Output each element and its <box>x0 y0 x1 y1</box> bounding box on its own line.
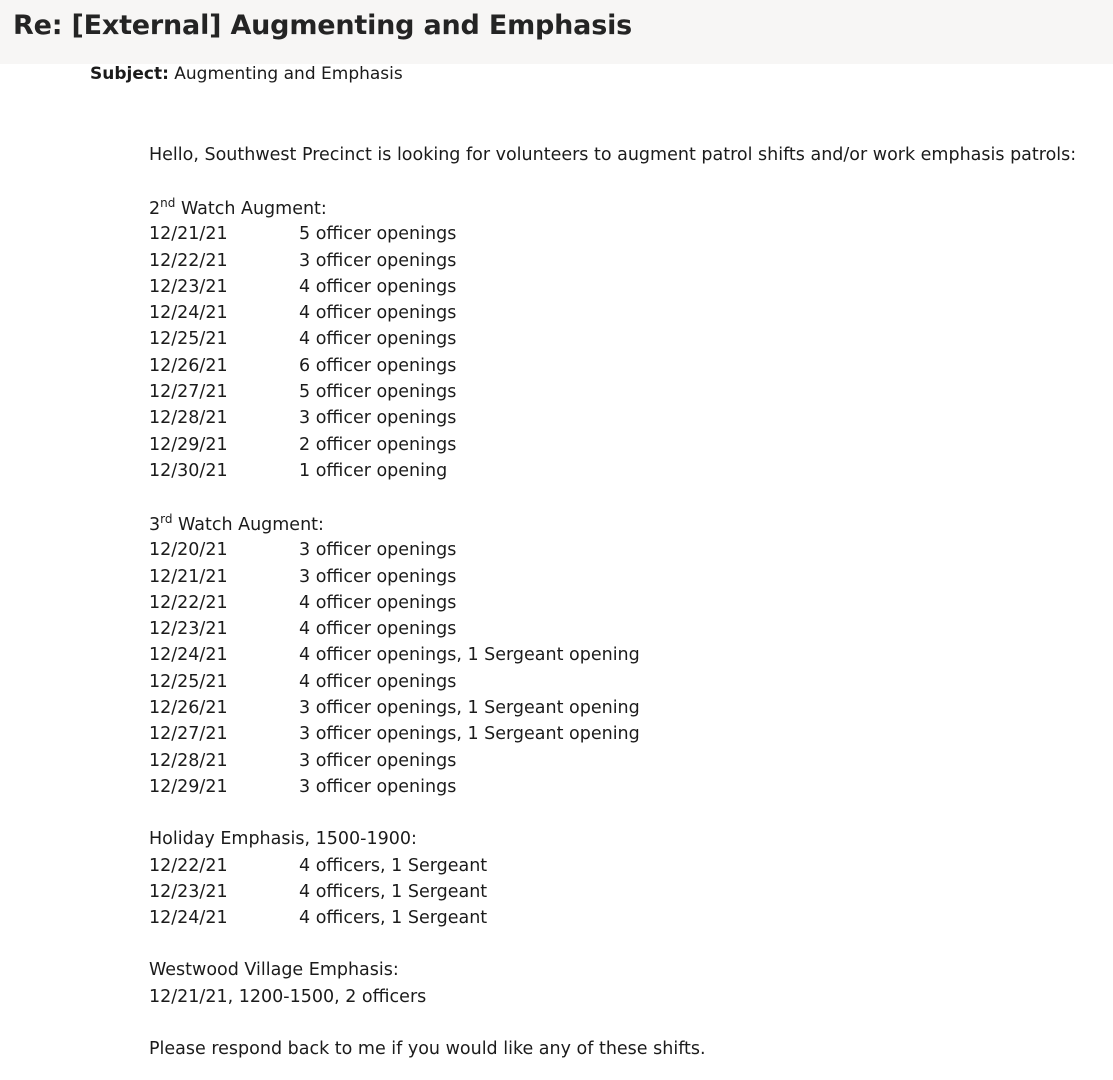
schedule-row <box>149 300 1109 326</box>
second-watch-heading <box>149 194 1109 224</box>
schedule-row <box>149 326 1109 352</box>
message-header <box>0 0 1113 64</box>
schedule-detail: 3 officer openings <box>299 540 457 561</box>
schedule-row <box>149 405 1109 431</box>
schedule-date: 12/27/21 <box>149 724 228 745</box>
schedule-detail: 3 officer openings <box>299 250 457 271</box>
schedule-detail: 4 officer openings <box>299 276 457 297</box>
schedule-date: 12/26/21 <box>149 355 228 376</box>
schedule-detail: 1 officer opening <box>299 460 448 481</box>
second-watch-section <box>149 194 1109 484</box>
schedule-row <box>149 774 1109 800</box>
schedule-date: 12/21/21 <box>149 224 228 245</box>
schedule-detail: 4 officer openings, 1 Sergeant opening <box>299 645 640 666</box>
email-body <box>149 142 1109 1062</box>
schedule-detail: 6 officer openings <box>299 355 457 376</box>
schedule-row <box>149 432 1109 458</box>
schedule-detail: 3 officer openings <box>299 408 457 429</box>
heading-ordinal-suffix: rd <box>160 512 173 527</box>
schedule-row <box>149 537 1109 563</box>
email-title: Re: [External] Augmenting and Emphasis <box>13 10 633 41</box>
schedule-row <box>149 695 1109 721</box>
schedule-row <box>149 590 1109 616</box>
schedule-row <box>149 274 1109 300</box>
schedule-detail: 2 officer openings <box>299 434 457 455</box>
third-watch-section <box>149 510 1109 800</box>
third-watch-heading <box>149 510 1109 540</box>
schedule-date: 12/28/21 <box>149 408 228 429</box>
schedule-detail: 4 officer openings <box>299 303 457 324</box>
schedule-detail: 4 officers, 1 Sergeant <box>299 908 488 929</box>
greeting: Hello, Southwest Precinct is looking for volunteers to augment patrol shifts and/or work emphasis patrols: <box>149 145 1077 165</box>
holiday-emphasis-heading: Holiday Emphasis, 1500-1900: <box>149 829 417 850</box>
heading-ordinal: 3 <box>149 515 161 536</box>
schedule-row <box>149 458 1109 484</box>
schedule-date: 12/21/21 <box>149 566 228 587</box>
schedule-row <box>149 748 1109 774</box>
schedule-detail: 5 officer openings <box>299 382 457 403</box>
subject-value: Augmenting and Emphasis <box>174 64 403 84</box>
westwood-emphasis-section <box>149 957 1109 1010</box>
schedule-date: 12/22/21 <box>149 592 228 613</box>
schedule-detail: 4 officer openings <box>299 592 457 613</box>
schedule-date: 12/24/21 <box>149 645 228 666</box>
subject-label: Subject: <box>90 64 169 84</box>
schedule-detail: 3 officer openings <box>299 566 457 587</box>
schedule-date: 12/27/21 <box>149 382 228 403</box>
schedule-row <box>149 879 1109 905</box>
schedule-date: 12/29/21 <box>149 434 228 455</box>
schedule-row <box>149 642 1109 668</box>
schedule-row <box>149 616 1109 642</box>
holiday-emphasis-section <box>149 826 1109 931</box>
heading-ordinal-suffix: nd <box>160 196 176 211</box>
schedule-detail: 5 officer openings <box>299 224 457 245</box>
schedule-detail: 3 officer openings, 1 Sergeant opening <box>299 724 640 745</box>
second-watch-list <box>149 221 1109 484</box>
schedule-detail: 4 officers, 1 Sergeant <box>299 881 488 902</box>
schedule-date: 12/25/21 <box>149 671 228 692</box>
heading-ordinal: 2 <box>149 199 161 220</box>
schedule-row <box>149 564 1109 590</box>
schedule-detail: 4 officer openings <box>299 329 457 350</box>
westwood-emphasis-line: 12/21/21, 1200-1500, 2 officers <box>149 986 427 1007</box>
closing-line: Please respond back to me if you would like any of these shifts. <box>149 1039 706 1060</box>
schedule-detail: 4 officer openings <box>299 619 457 640</box>
schedule-date: 12/29/21 <box>149 776 228 797</box>
westwood-emphasis-heading: Westwood Village Emphasis: <box>149 960 399 981</box>
holiday-emphasis-list <box>149 853 1109 932</box>
schedule-detail: 3 officer openings <box>299 750 457 771</box>
schedule-detail: 3 officer openings, 1 Sergeant opening <box>299 698 640 719</box>
schedule-date: 12/24/21 <box>149 908 228 929</box>
schedule-date: 12/26/21 <box>149 698 228 719</box>
schedule-date: 12/23/21 <box>149 276 228 297</box>
schedule-detail: 4 officer openings <box>299 671 457 692</box>
subject-line <box>90 64 403 84</box>
heading-text: Watch Augment: <box>175 199 327 220</box>
schedule-row <box>149 853 1109 879</box>
schedule-date: 12/30/21 <box>149 460 228 481</box>
schedule-row <box>149 669 1109 695</box>
schedule-row <box>149 905 1109 931</box>
schedule-row <box>149 379 1109 405</box>
schedule-date: 12/28/21 <box>149 750 228 771</box>
heading-text: Watch Augment: <box>172 515 324 536</box>
schedule-row <box>149 353 1109 379</box>
schedule-date: 12/24/21 <box>149 303 228 324</box>
schedule-date: 12/22/21 <box>149 250 228 271</box>
schedule-row <box>149 221 1109 247</box>
schedule-row <box>149 248 1109 274</box>
schedule-date: 12/23/21 <box>149 881 228 902</box>
schedule-detail: 4 officers, 1 Sergeant <box>299 855 488 876</box>
schedule-row <box>149 721 1109 747</box>
schedule-date: 12/23/21 <box>149 619 228 640</box>
schedule-date: 12/22/21 <box>149 855 228 876</box>
third-watch-list <box>149 537 1109 800</box>
schedule-detail: 3 officer openings <box>299 776 457 797</box>
schedule-date: 12/20/21 <box>149 540 228 561</box>
schedule-date: 12/25/21 <box>149 329 228 350</box>
